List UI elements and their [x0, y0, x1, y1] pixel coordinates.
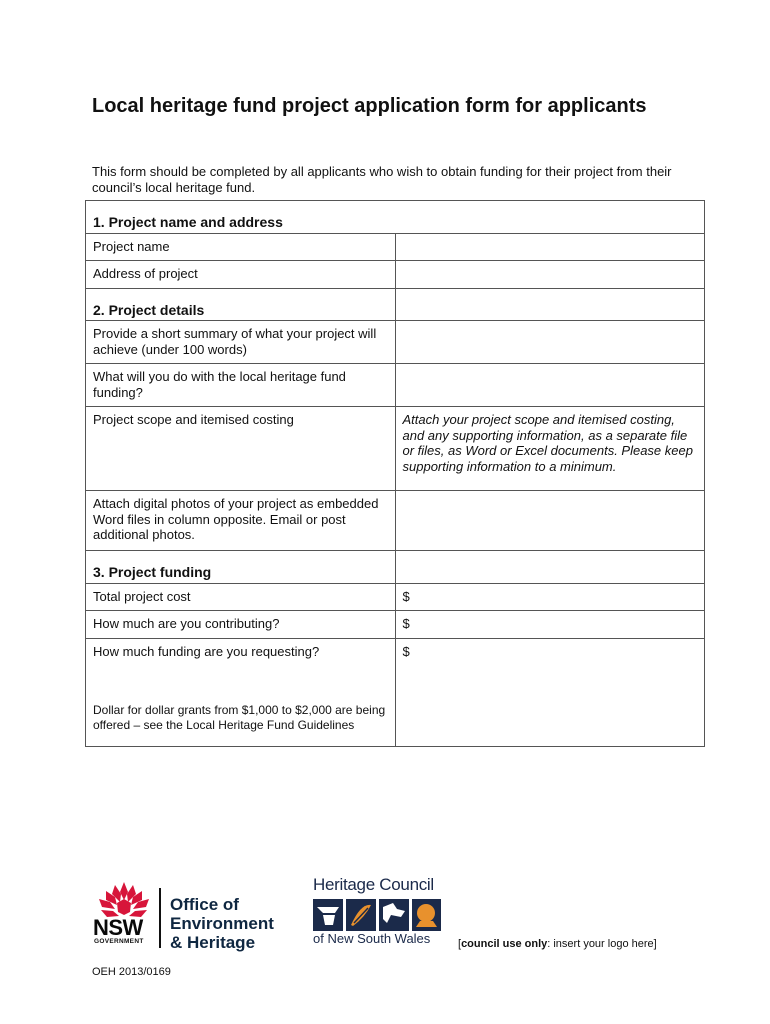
section-2-heading: 2. Project details [86, 288, 396, 321]
oeh-name [170, 895, 274, 952]
summary-row [86, 321, 705, 364]
nsw-wordmark: NSW [93, 915, 143, 940]
application-form-table [85, 200, 705, 747]
contributing-field[interactable]: $ [395, 611, 705, 639]
requesting-row [86, 638, 705, 746]
summary-label: Provide a short summary of what your project will achieve (under 100 words) [86, 321, 396, 364]
project-name-field[interactable] [395, 233, 705, 261]
section-3-row [86, 551, 705, 584]
council-logo-placeholder [458, 938, 657, 950]
scope-label: Project scope and itemised costing [86, 407, 396, 491]
logo-divider [159, 888, 161, 948]
section-1-row [86, 201, 705, 234]
address-field[interactable] [395, 261, 705, 289]
address-label: Address of project [86, 261, 396, 289]
funding-use-field[interactable] [395, 364, 705, 407]
page-title: Local heritage fund project application form for applicants [92, 95, 647, 117]
oeh-line-3: & Heritage [170, 933, 256, 952]
heritage-council-emblem-icon [313, 899, 441, 931]
section-2-blank [395, 288, 705, 321]
total-cost-label: Total project cost [86, 583, 396, 611]
heritage-council-title: Heritage Council [313, 875, 434, 894]
requesting-field[interactable]: $ [395, 638, 705, 746]
section-3-blank [395, 551, 705, 584]
requesting-label: How much funding are you requesting? [93, 643, 320, 659]
section-3-heading: 3. Project funding [86, 551, 396, 584]
photos-field[interactable] [395, 491, 705, 551]
scope-row [86, 407, 705, 491]
oeh-line-2: Environment [170, 914, 274, 933]
contributing-label: How much are you contributing? [86, 611, 396, 639]
requesting-cell [86, 638, 396, 746]
council-bracket-open: [ [458, 938, 462, 950]
heritage-council-logo [310, 875, 450, 945]
contributing-row [86, 611, 705, 639]
funding-use-label: What will you do with the local heritage fund funding? [86, 364, 396, 407]
intro-text: This form should be completed by all applicants who wish to obtain funding for their project from their council’s local heritage fund. [92, 164, 672, 195]
oeh-logo [93, 880, 293, 950]
project-name-row [86, 233, 705, 261]
project-name-label: Project name [86, 233, 396, 261]
scope-note: Attach your project scope and itemised costing, and any supporting information, as a separate file or files, as Word or Excel documents. Please keep supporting information to a minimum. [395, 407, 705, 491]
section-2-row [86, 288, 705, 321]
council-insert-text: : insert your logo here] [547, 938, 657, 950]
council-use-only: council use only [461, 938, 548, 950]
funding-use-row [86, 364, 705, 407]
photos-label: Attach digital photos of your project as embedded Word files in column opposite. Email or post additional photos. [86, 491, 396, 551]
nsw-government-label: GOVERNMENT [94, 938, 144, 945]
photos-row [86, 491, 705, 551]
address-row [86, 261, 705, 289]
section-1-heading: 1. Project name and address [86, 201, 705, 234]
guideline-note: Dollar for dollar grants from $1,000 to $2,000 are being offered – see the Local Heritage Fund Guidelines [93, 703, 386, 732]
oeh-line-1: Office of [170, 895, 239, 914]
document-code: OEH 2013/0169 [92, 966, 171, 978]
summary-field[interactable] [395, 321, 705, 364]
total-cost-field[interactable]: $ [395, 583, 705, 611]
total-cost-row [86, 583, 705, 611]
heritage-council-subtitle: of New South Wales [313, 931, 431, 946]
